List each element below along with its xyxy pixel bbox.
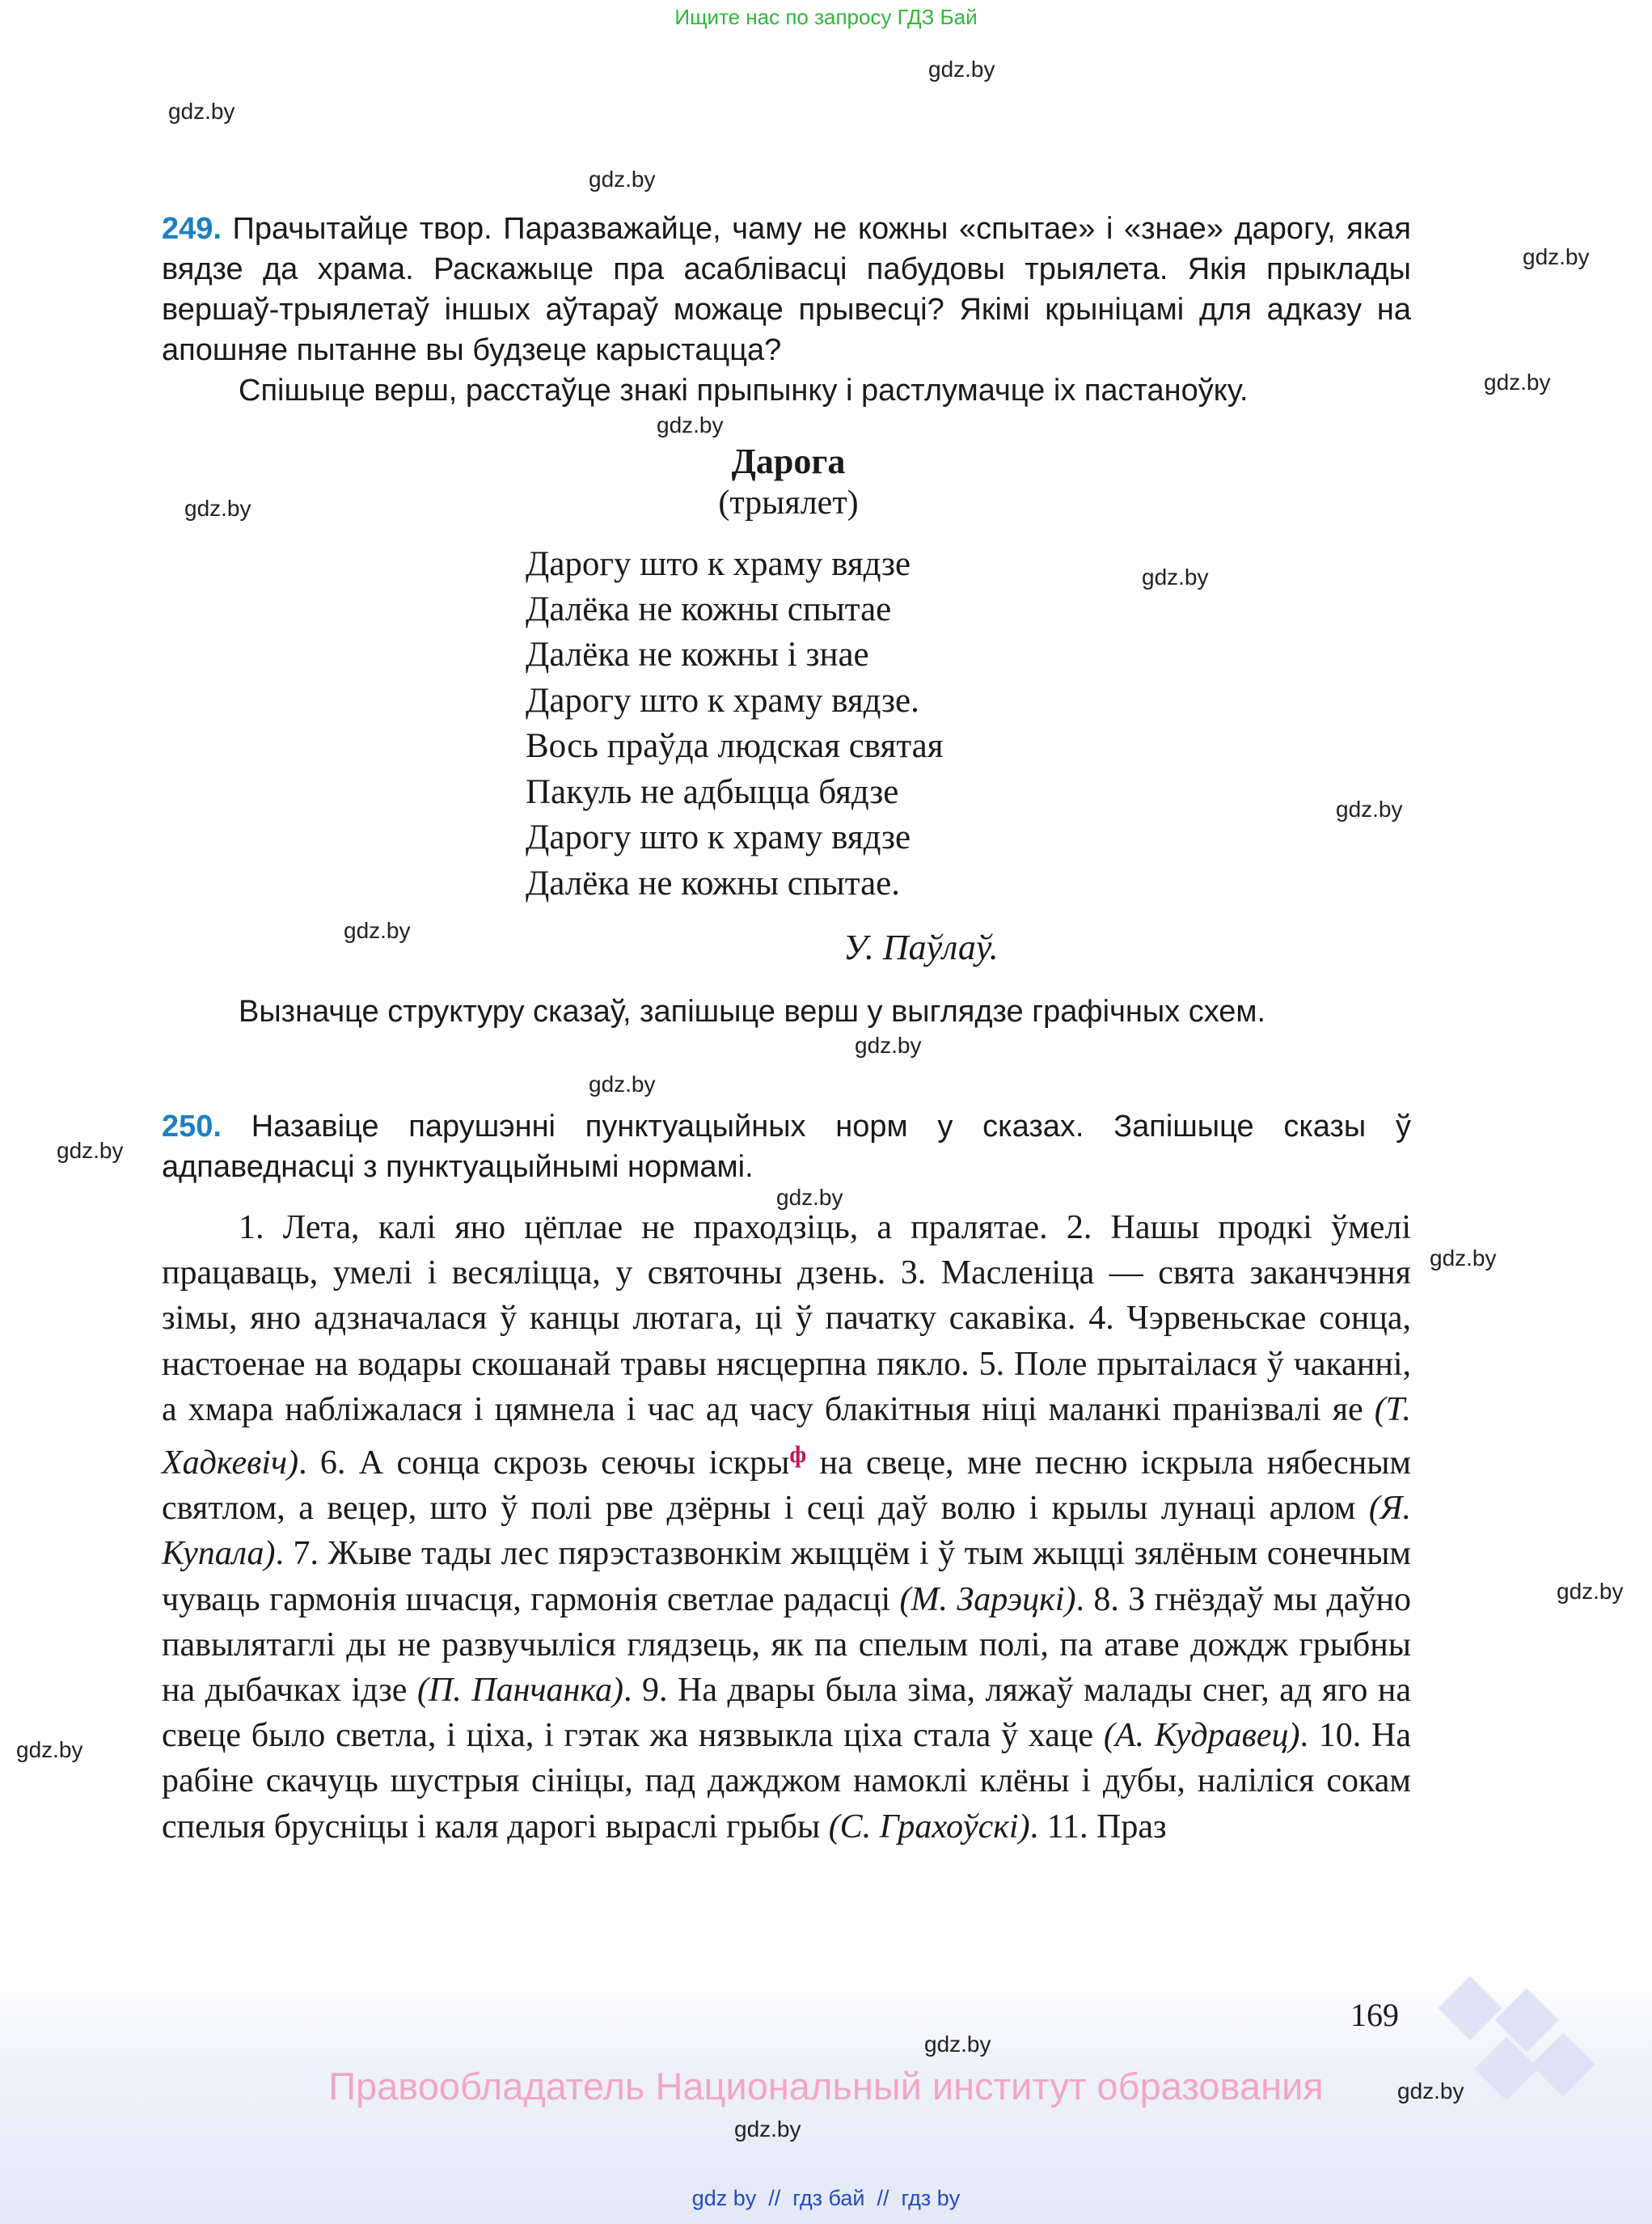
- sentence-text: 1. Лета, калі яно цёплае не праходзіць, а пралятае. 2. Нашы продкі ўмелі працаваць, умелі і весяліцца, у святочны дзень. 3. Масленіца — свята заканчэння зімы, яно адзначалася ў канцы лютага, ці ў пачатку сакавіка. 4. Чэрвеньскае сонца, настоенае на водары скошанай травы нясцерпна пякло. 5. Поле прытаілася ў чаканні, а хмара набліжалася і цямнела і час ад часу блакітныя ніці маланкі пранізвалі яе: [162, 1209, 1411, 1428]
- exercise-250-sentences: [162, 1205, 1411, 1850]
- copyright-notice: Правообладатель Национальный институт образования: [328, 2065, 1324, 2108]
- exercise-249-instruction: Спішыце верш, расстаўце знакі прыпынку і растлумачце іх пастаноўку.: [239, 374, 1249, 408]
- poem-line: Дарогу што к храму вядзе: [526, 545, 911, 583]
- exercise-249: [162, 209, 1411, 370]
- watermark: gdz.by: [734, 2116, 801, 2142]
- exercise-number: 249.: [162, 212, 222, 246]
- watermark: gdz.by: [1557, 1579, 1624, 1604]
- sentence-text: на свеце, мне песню іскрыла нябесным святлом, а вецер, што ў полі рве дзёрны і сеці даў волю і крылы лунаці арлом: [162, 1444, 1411, 1528]
- watermark: gdz.by: [1336, 797, 1403, 822]
- watermark: gdz.by: [16, 1737, 83, 1762]
- author-ref: (А. Кудравец): [1103, 1717, 1300, 1755]
- sentence-text: . 8. З гнёздаў мы даўно павылятаглі ды не развучыліся глядзець, як па спелым полі, па атаве дождж грыбны на дыбачках ідзе: [162, 1580, 1411, 1710]
- watermark: gdz.by: [57, 1138, 124, 1163]
- watermark: gdz.by: [1430, 1245, 1497, 1271]
- watermark: gdz.by: [1397, 2078, 1464, 2103]
- footnote-marker: ф: [789, 1441, 807, 1469]
- after-poem-task: Вызначце структуру сказаў, запішыце верш у выглядзе графічных схем.: [239, 995, 1266, 1029]
- top-search-banner: Ищите нас по запросу ГДЗ Бай: [674, 5, 978, 29]
- author-ref: (П. Панчанка): [416, 1672, 623, 1710]
- exercise-number: 250.: [162, 1110, 222, 1144]
- poem-line: Далёка не кожны і знае: [526, 636, 869, 674]
- exercise-text: Назавіце парушэнні пунктуацыйных норм у сказах. Запішыце сказы ў адпаведнасці з пунктуацыйнымі нормамі.: [162, 1110, 1411, 1184]
- author-ref: (Я. Купала): [162, 1490, 1411, 1573]
- poem-author: У. Паўлаў.: [843, 928, 999, 967]
- poem-line: Далёка не кожны спытае: [526, 590, 892, 628]
- poem-line: Далёка не кожны спытае.: [526, 865, 900, 903]
- sentence-text: . 9. На двары была зіма, ляжаў малады снег, ад яго на свеце было светла, і ціха, і гэтак жа нязвыкла ціха стала ў хаце: [162, 1672, 1411, 1755]
- sentence-text: . 7. Жыве тады лес пярэстазвонкім жыццём і ў тым жыцці зялёным сонечным чуваць гармонія шчасця, гармонія светлае радасці: [162, 1535, 1411, 1618]
- poem-subtitle: (трыялет): [718, 484, 859, 522]
- watermark: gdz.by: [589, 1072, 656, 1097]
- poem-title: Дарога: [731, 442, 846, 481]
- author-ref: (М. Зарэцкі): [899, 1580, 1076, 1618]
- sentence-text: . 10. На рабіне скачуць шустрыя сініцы, пад дажджом намоклі клёны і дубы, наліліся сокам спелыя брусніцы і каля дарогі выраслі грыбы: [162, 1717, 1411, 1846]
- poem-line: Дарогу што к храму вядзе: [526, 818, 911, 856]
- exercise-250: [162, 1106, 1411, 1187]
- watermark: gdz.by: [344, 918, 411, 943]
- sentence-text: . 6. А сонца скрозь сеючы іскры: [298, 1444, 790, 1482]
- bottom-links[interactable]: gdz by // гдз бай // гдз by: [691, 2186, 961, 2210]
- poem-line: Дарогу што к храму вядзе.: [526, 682, 919, 720]
- author-ref: (Т. Хадкевіч): [162, 1390, 1411, 1482]
- watermark: gdz.by: [589, 167, 656, 192]
- exercise-text: Прачытайце твор. Паразважайце, чаму не кожны «спытае» і «знае» дарогу, якая вядзе да храма. Раскажыце пра асаблівасці пабудовы трыялета. Якія прыклады вершаў-трыялетаў іншых аўтараў можаце прывесці? Якімі крыніцамі для адказу на апошняе пытанне вы будзеце карыстацца?: [162, 212, 1411, 367]
- watermark: gdz.by: [928, 57, 995, 82]
- watermark: gdz.by: [776, 1185, 843, 1210]
- watermark: gdz.by: [1142, 564, 1209, 590]
- sentence-text: . 11. Праз: [1029, 1808, 1167, 1846]
- page-number: 169: [1350, 1997, 1399, 2033]
- watermark: gdz.by: [1484, 370, 1551, 395]
- author-ref: (С. Грахоўскі): [828, 1808, 1030, 1846]
- watermark: gdz.by: [1523, 244, 1590, 269]
- watermark: gdz.by: [657, 412, 724, 438]
- poem-line: Вось праўда людская святая: [526, 727, 944, 765]
- watermark: gdz.by: [924, 2032, 991, 2057]
- watermark: gdz.by: [855, 1033, 922, 1058]
- watermark: gdz.by: [168, 99, 235, 124]
- watermark: gdz.by: [184, 496, 251, 521]
- poem-line: Пакуль не адбыцца бядзе: [526, 773, 899, 811]
